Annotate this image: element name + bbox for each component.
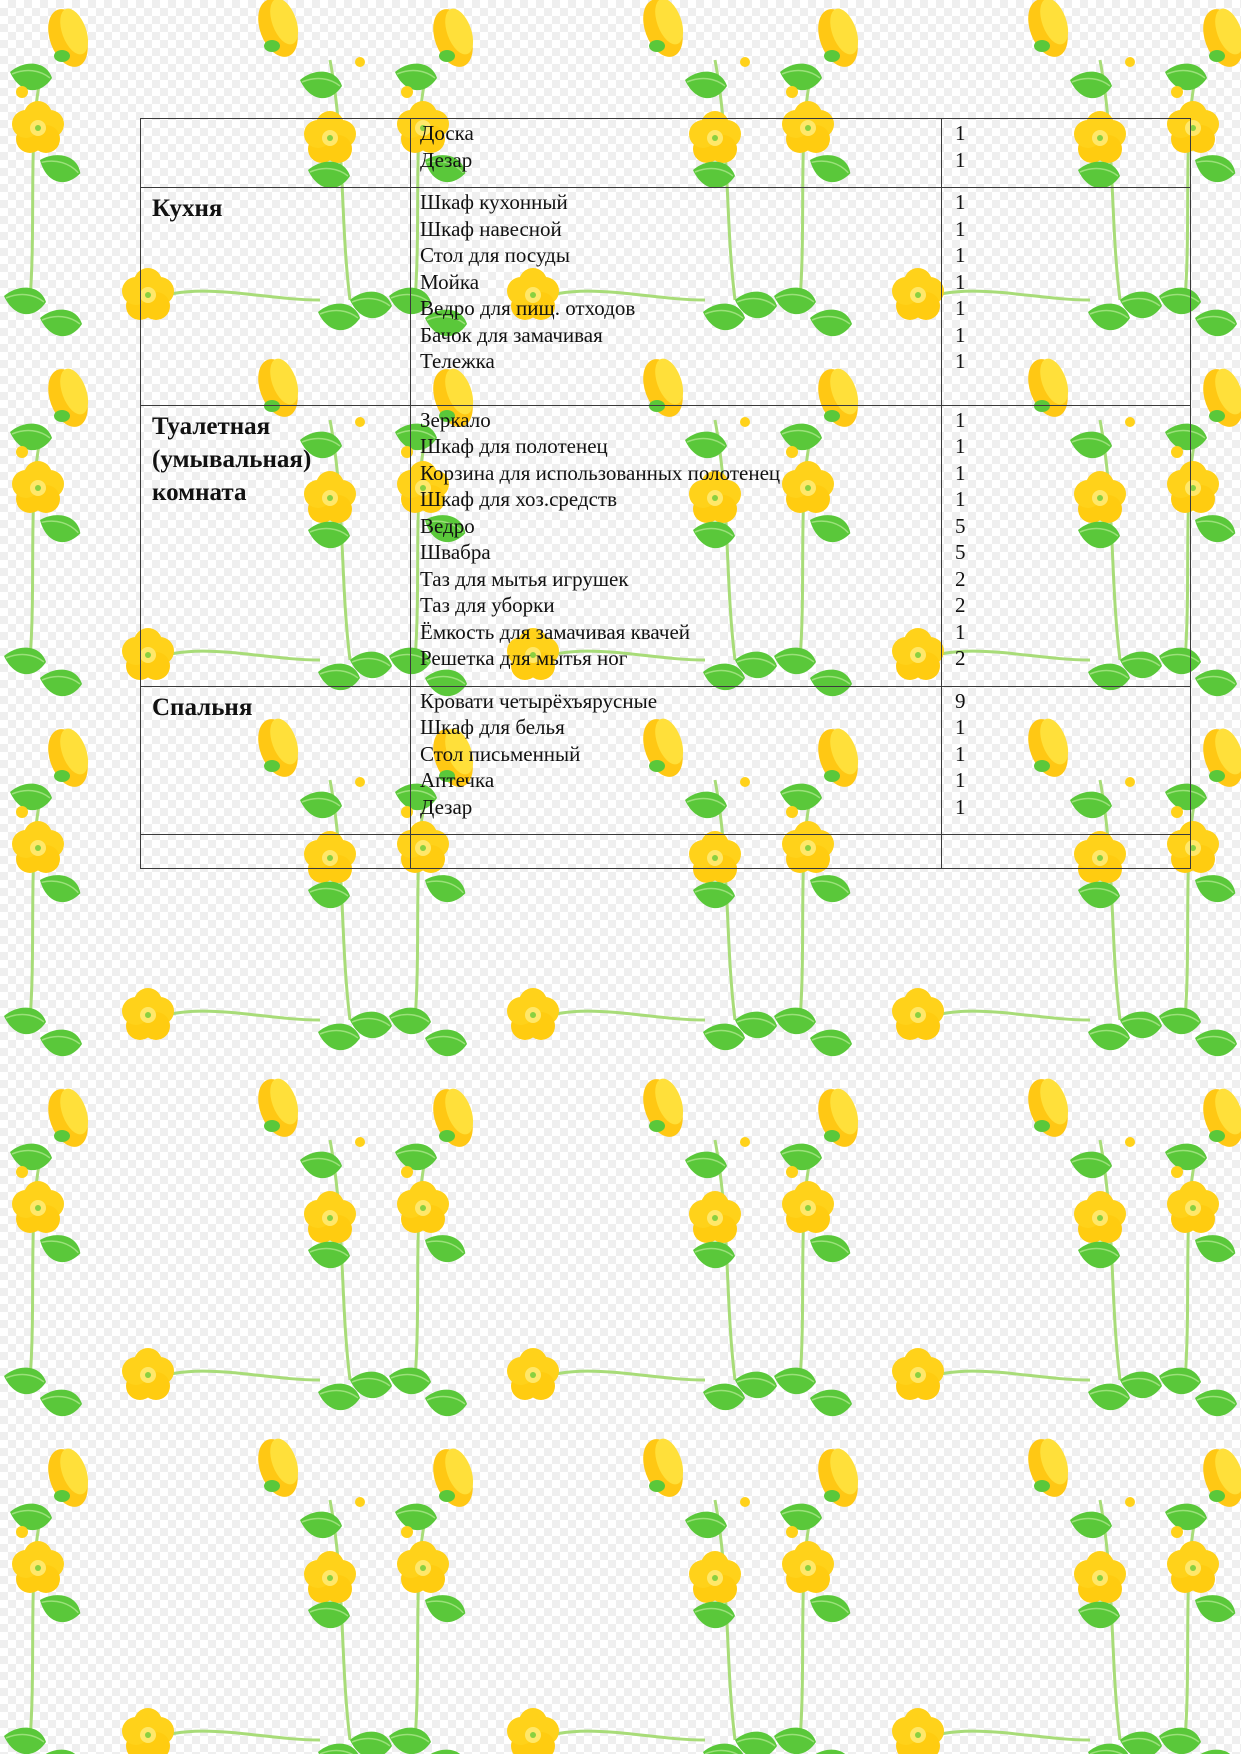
item-quantity: 1 <box>955 216 966 241</box>
item-name: Ведро для пищ. отходов <box>420 296 636 320</box>
item-quantity: 1 <box>955 322 966 347</box>
item-quantity: 5 <box>955 513 966 538</box>
item-name: Бачок для замачивая <box>420 322 603 347</box>
room-name: Туалетная (умывальная) комната <box>152 412 312 506</box>
items-cell <box>411 405 942 686</box>
table-row <box>141 405 1191 686</box>
items-cell <box>411 119 942 188</box>
quantity-cell <box>942 119 1191 188</box>
item-name: Шкаф для хоз.средств <box>420 487 618 511</box>
room-cell <box>141 119 411 188</box>
item-quantity: 2 <box>955 593 966 617</box>
item-quantity: 2 <box>955 646 966 670</box>
table-row <box>141 119 1191 188</box>
item-name: Доска <box>420 121 474 145</box>
item-name: Аптечка <box>420 768 495 792</box>
room-name <box>141 835 410 839</box>
item-name: Стол для посуды <box>420 243 570 267</box>
room-cell <box>141 405 411 686</box>
item-name: Мойка <box>420 269 480 294</box>
quantity-cell <box>942 405 1191 686</box>
table-row <box>141 835 1191 869</box>
item-name: Тележка <box>420 349 495 373</box>
item-quantity: 2 <box>955 566 966 591</box>
item-name: Шкаф для белья <box>420 715 565 739</box>
item-quantity: 1 <box>955 487 966 511</box>
item-quantity: 1 <box>955 269 966 294</box>
item-name: Шкаф кухонный <box>420 190 568 214</box>
table-row <box>141 188 1191 406</box>
item-quantity: 9 <box>955 688 966 713</box>
room-name: Кухня <box>152 195 223 222</box>
item-name: Ведро <box>420 513 475 538</box>
item-quantity: 1 <box>955 768 966 792</box>
items-cell <box>411 835 942 869</box>
item-name: Шкаф для полотенец <box>420 434 608 458</box>
item-quantity: 1 <box>955 715 966 739</box>
room-cell <box>141 835 411 869</box>
item-quantity: 1 <box>955 407 966 432</box>
item-quantity: 1 <box>955 619 966 644</box>
item-name: Швабра <box>420 540 491 564</box>
room-name <box>141 119 410 123</box>
item-quantity: 1 <box>955 794 966 819</box>
items-cell <box>411 686 942 835</box>
inventory-table <box>140 118 1191 869</box>
item-quantity: 5 <box>955 540 966 564</box>
room-cell <box>141 188 411 406</box>
item-name: Таз для мытья игрушек <box>420 566 629 591</box>
item-name: Дезар <box>420 147 473 172</box>
item-name: Таз для уборки <box>420 593 555 617</box>
item-quantity: 1 <box>955 460 966 485</box>
quantity-cell <box>942 835 1191 869</box>
item-quantity: 1 <box>955 349 966 373</box>
quantity-cell <box>942 686 1191 835</box>
item-quantity: 1 <box>955 243 966 267</box>
item-name: Кровати четырёхъярусные <box>420 688 658 713</box>
items-cell <box>411 188 942 406</box>
item-name: Стол письменный <box>420 741 581 766</box>
room-cell <box>141 686 411 835</box>
item-quantity: 1 <box>955 121 966 145</box>
item-name: Корзина для использованных полотенец <box>420 460 781 485</box>
item-quantity: 1 <box>955 434 966 458</box>
room-name: Спальня <box>152 693 253 721</box>
item-name: Зеркало <box>420 407 491 432</box>
item-name: Ёмкость для замачивая квачей <box>420 619 691 644</box>
table-row <box>141 686 1191 835</box>
item-name: Дезар <box>420 794 473 819</box>
item-quantity: 1 <box>955 296 966 320</box>
item-quantity: 1 <box>955 147 966 172</box>
inventory-table-body <box>141 119 1191 869</box>
item-quantity: 1 <box>955 741 966 766</box>
item-name: Решетка для мытья ног <box>420 646 628 670</box>
quantity-cell <box>942 188 1191 406</box>
item-name: Шкаф навесной <box>420 216 562 241</box>
item-quantity: 1 <box>955 190 966 214</box>
